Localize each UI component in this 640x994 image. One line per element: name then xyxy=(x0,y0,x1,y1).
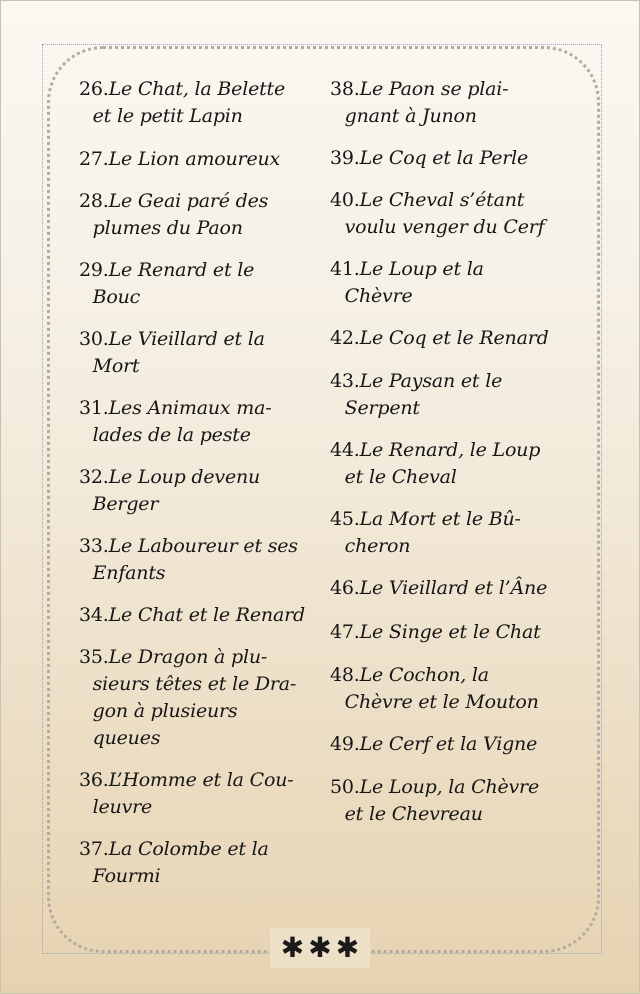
right-column xyxy=(330,76,570,828)
item-title-line: Le Renard et le xyxy=(108,259,255,281)
item-title-line: Enfants xyxy=(92,562,166,584)
item-title xyxy=(360,145,570,172)
item-title xyxy=(360,575,570,602)
item-title-line: gnant à Junon xyxy=(344,105,477,127)
item-title-line: La Colombe et la xyxy=(108,838,269,860)
list-item xyxy=(330,256,570,310)
item-title-line: Fourmi xyxy=(92,865,161,887)
item-number: 45. xyxy=(330,508,360,530)
item-title-line: Le Chat et le Renard xyxy=(108,604,305,626)
item-number: 35. xyxy=(79,646,109,668)
item-title-line: Le Paysan et le xyxy=(359,370,503,392)
item-title-line: Le Dragon à plu- xyxy=(108,646,268,668)
item-number: 37. xyxy=(79,838,109,860)
item-title-line: leuvre xyxy=(92,796,153,818)
item-number: 46. xyxy=(330,577,360,599)
asterism-ornament-icon: ✱ xyxy=(280,931,305,964)
list-item xyxy=(330,145,570,172)
item-title xyxy=(360,325,570,352)
list-item xyxy=(330,575,570,602)
item-title-line: Le Cheval s’étant xyxy=(359,189,525,211)
item-number: 50. xyxy=(330,776,360,798)
list-item xyxy=(79,188,319,242)
item-title-line: Le Laboureur et ses xyxy=(108,535,298,557)
item-title-line: La Mort et le Bû- xyxy=(359,508,521,530)
item-number: 49. xyxy=(330,733,360,755)
asterism-ornament-icon: ✱ xyxy=(308,931,332,964)
item-number: 34. xyxy=(79,604,109,626)
item-title-line: Le Geai paré des xyxy=(108,190,269,212)
item-title xyxy=(109,602,319,629)
list-item xyxy=(79,395,319,449)
item-title-line: Le Singe et le Chat xyxy=(359,621,541,643)
item-number: 36. xyxy=(79,769,109,791)
item-title-line: Le Cerf et la Vigne xyxy=(359,733,538,755)
item-number: 30. xyxy=(79,328,109,350)
item-title-line: Le Cochon, la xyxy=(359,664,489,686)
item-title-line: Bouc xyxy=(92,286,141,308)
item-title-line: Mort xyxy=(92,355,140,377)
item-title-line: Le Renard, le Loup xyxy=(359,439,541,461)
ornament xyxy=(270,928,370,968)
item-title-line: et le petit Lapin xyxy=(92,105,243,127)
item-title-line: Le Coq et le Renard xyxy=(359,327,549,349)
list-item xyxy=(79,836,319,890)
item-title-line: Serpent xyxy=(344,397,420,419)
asterism-ornament-icon: ✱ xyxy=(335,931,360,964)
list-item xyxy=(330,774,570,828)
list-item xyxy=(79,767,319,821)
item-number: 42. xyxy=(330,327,360,349)
item-number: 40. xyxy=(330,189,360,211)
item-title-line: lades de la peste xyxy=(92,424,251,446)
item-number: 47. xyxy=(330,621,360,643)
item-number: 27. xyxy=(79,148,109,170)
item-number: 44. xyxy=(330,439,360,461)
item-number: 32. xyxy=(79,466,109,488)
list-item xyxy=(330,325,570,352)
item-number: 33. xyxy=(79,535,109,557)
list-item xyxy=(79,644,319,752)
item-title-line: Chèvre et le Mouton xyxy=(344,691,539,713)
item-title-line: Le Loup, la Chèvre xyxy=(359,776,539,798)
item-title-line: Les Animaux ma- xyxy=(108,397,272,419)
item-number: 43. xyxy=(330,370,360,392)
item-title-line: Le Loup et la xyxy=(359,258,484,280)
item-title-line: Le Paon se plai- xyxy=(359,78,509,100)
item-title-line: Berger xyxy=(92,493,159,515)
item-title xyxy=(360,731,570,758)
item-title-line: Le Vieillard et l’Âne xyxy=(359,577,548,599)
item-number: 28. xyxy=(79,190,109,212)
list-item xyxy=(330,731,570,758)
item-number: 41. xyxy=(330,258,360,280)
item-number: 39. xyxy=(330,147,360,169)
list-item xyxy=(79,76,319,130)
list-item xyxy=(330,437,570,491)
list-item xyxy=(79,533,319,587)
item-number: 31. xyxy=(79,397,109,419)
item-title-line: et le Cheval xyxy=(344,466,457,488)
item-number: 29. xyxy=(79,259,109,281)
item-title-line: plumes du Paon xyxy=(92,217,243,239)
list-item xyxy=(330,619,570,646)
item-title-line: sieurs têtes et le Dra- xyxy=(92,673,297,695)
item-title-line: cheron xyxy=(344,535,411,557)
list-item xyxy=(330,506,570,560)
list-item xyxy=(330,76,570,130)
list-item xyxy=(330,368,570,422)
item-title-line: Le Chat, la Belette xyxy=(108,78,286,100)
item-number: 38. xyxy=(330,78,360,100)
item-title-line: Le Loup devenu xyxy=(108,466,261,488)
item-title-line: Le Lion amoureux xyxy=(108,148,281,170)
item-title-line: Le Coq et la Perle xyxy=(359,147,529,169)
item-number: 48. xyxy=(330,664,360,686)
item-title-line: queues xyxy=(92,727,161,749)
item-title-line: voulu venger du Cerf xyxy=(344,216,545,238)
list-item xyxy=(79,257,319,311)
list-item xyxy=(330,662,570,716)
item-number: 26. xyxy=(79,78,109,100)
item-title-line: et le Chevreau xyxy=(344,803,483,825)
list-item xyxy=(79,602,319,629)
item-title xyxy=(360,619,570,646)
item-title-line: Le Vieillard et la xyxy=(108,328,265,350)
item-title-line: Chèvre xyxy=(344,285,413,307)
item-title xyxy=(109,146,319,173)
left-column xyxy=(79,76,319,890)
item-title-line: gon à plusieurs xyxy=(92,700,238,722)
list-item xyxy=(79,326,319,380)
list-item xyxy=(79,146,319,173)
list-item xyxy=(79,464,319,518)
item-title-line: L’Homme et la Cou- xyxy=(108,769,294,791)
list-item xyxy=(330,187,570,241)
